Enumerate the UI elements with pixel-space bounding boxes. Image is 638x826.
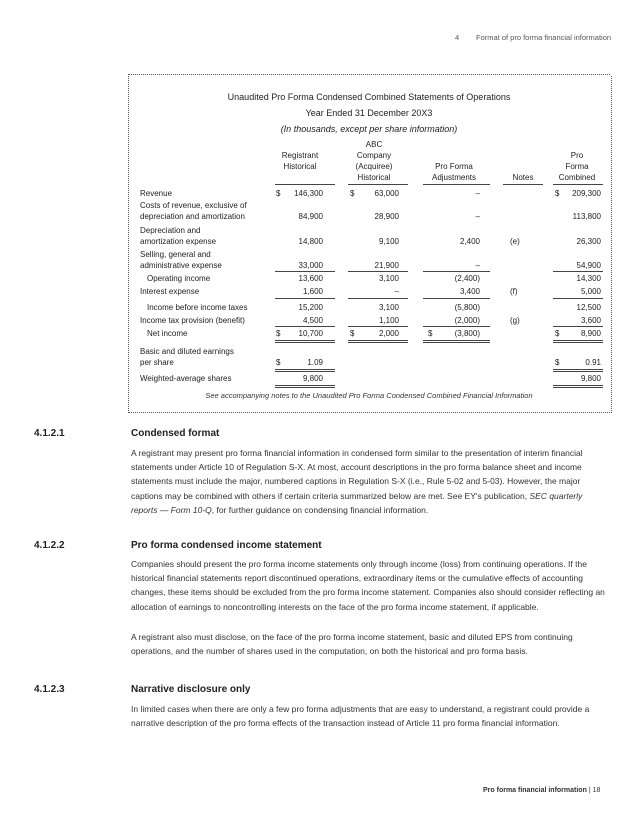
subtotal-rule xyxy=(553,326,603,327)
combined-value: 12,500 xyxy=(576,303,601,312)
col-underline xyxy=(275,184,335,185)
registrant-value: 9,800 xyxy=(302,374,323,383)
currency-symbol: $ xyxy=(350,189,355,198)
registrant-value: 13,600 xyxy=(298,274,323,283)
combined-value: 3,600 xyxy=(580,316,601,325)
currency-symbol: $ xyxy=(428,329,433,338)
statement-units: (In thousands, except per share information) xyxy=(280,124,458,134)
total-double-rule xyxy=(275,340,335,343)
combined-value: 26,300 xyxy=(576,237,601,246)
col-header-registrant: Registrant Historical xyxy=(281,151,319,171)
subtotal-rule xyxy=(275,326,335,327)
combined-value: 113,800 xyxy=(572,212,601,221)
note-reference: (e) xyxy=(510,237,520,246)
registrant-value: 14,800 xyxy=(298,237,323,246)
row-label: Operating income xyxy=(147,274,211,283)
adjustment-value: – xyxy=(475,261,480,270)
combined-value: 5,000 xyxy=(580,287,601,296)
page-number: 18 xyxy=(592,787,601,794)
col-header-notes: Notes xyxy=(512,173,534,182)
combined-value: 209,300 xyxy=(572,189,601,198)
header-section-title: Format of pro forma financial information xyxy=(476,33,612,42)
total-double-rule xyxy=(348,340,408,343)
subtotal-rule xyxy=(553,271,603,272)
col-underline xyxy=(423,184,490,185)
adjustment-value: 3,400 xyxy=(459,287,480,296)
section-title: Condensed format xyxy=(131,428,220,439)
combined-value: 14,300 xyxy=(576,274,601,283)
total-double-rule xyxy=(553,369,603,372)
acquiree-value: 1,100 xyxy=(378,316,399,325)
currency-symbol: $ xyxy=(276,329,281,338)
currency-symbol: $ xyxy=(276,358,281,367)
table-top-border xyxy=(128,74,610,75)
section-number: 4.1.2.2 xyxy=(34,540,65,551)
header-section-number: 4 xyxy=(455,33,460,42)
total-double-rule xyxy=(423,340,490,343)
adjustment-value: (3,800) xyxy=(454,329,480,338)
total-double-rule xyxy=(553,385,603,388)
registrant-value: 84,900 xyxy=(298,212,323,221)
combined-value: 54,900 xyxy=(576,261,601,270)
subtotal-rule xyxy=(348,298,408,299)
section-title: Pro forma condensed income statement xyxy=(131,540,322,551)
acquiree-value: – xyxy=(394,287,399,296)
page-footer xyxy=(483,787,600,794)
registrant-value: 15,200 xyxy=(298,303,323,312)
section-paragraph: In limited cases when there are only a few pro forma adjustments that are easy to understand, a registrant could provide a narrative description of the pro forma effects of the transaction instead of Article 11 pro forma financial information. xyxy=(131,704,590,729)
acquiree-value: 9,100 xyxy=(378,237,399,246)
subtotal-rule xyxy=(348,271,408,272)
section-number: 4.1.2.3 xyxy=(34,684,65,695)
registrant-value: 4,500 xyxy=(302,316,323,325)
adjustment-value: 2,400 xyxy=(459,237,480,246)
row-label: Depreciation and amortization expense xyxy=(140,226,217,246)
footer-separator: | xyxy=(588,787,591,794)
col-underline xyxy=(503,184,543,185)
registrant-value: 33,000 xyxy=(298,261,323,270)
total-double-rule xyxy=(275,369,335,372)
row-label: Basic and diluted earnings per share xyxy=(140,347,234,367)
row-label: Income tax provision (benefit) xyxy=(140,316,245,325)
registrant-value: 10,700 xyxy=(298,329,323,338)
row-label: Interest expense xyxy=(140,287,200,296)
row-label: Income before income taxes xyxy=(147,303,248,312)
adjustment-value: – xyxy=(475,212,480,221)
row-label: Costs of revenue, exclusive of depreciation and amortization xyxy=(140,201,247,221)
subtotal-rule xyxy=(423,271,490,272)
subtotal-rule xyxy=(423,298,490,299)
currency-symbol: $ xyxy=(555,189,560,198)
acquiree-value: 3,100 xyxy=(378,303,399,312)
note-reference: (g) xyxy=(510,316,520,325)
acquiree-value: 28,900 xyxy=(374,212,399,221)
acquiree-value: 21,900 xyxy=(374,261,399,270)
col-header-acquiree: ABC Company (Acquiree) Historical xyxy=(355,140,393,182)
adjustment-value: (2,000) xyxy=(454,316,480,325)
total-double-rule xyxy=(275,385,335,388)
subtotal-rule xyxy=(348,326,408,327)
row-label: Revenue xyxy=(140,189,173,198)
subtotal-rule xyxy=(553,298,603,299)
total-double-rule xyxy=(553,340,603,343)
statement-period: Year Ended 31 December 20X3 xyxy=(305,108,433,118)
subtotal-rule xyxy=(275,298,335,299)
acquiree-value: 3,100 xyxy=(378,274,399,283)
col-header-adjustments: Pro Forma Adjustments xyxy=(431,162,477,182)
col-underline xyxy=(348,184,408,185)
currency-symbol: $ xyxy=(350,329,355,338)
footer-title: Pro forma financial information xyxy=(483,787,587,794)
currency-symbol: $ xyxy=(555,329,560,338)
adjustment-value: (5,800) xyxy=(454,303,480,312)
statement-footnote: See accompanying notes to the Unaudited Pro Forma Condensed Combined Financial Information xyxy=(205,391,533,400)
registrant-value: 146,300 xyxy=(294,189,323,198)
subtotal-rule xyxy=(423,326,490,327)
subtotal-rule xyxy=(275,271,335,272)
currency-symbol: $ xyxy=(555,358,560,367)
currency-symbol: $ xyxy=(276,189,281,198)
combined-value: 0.91 xyxy=(585,358,601,367)
row-label: Net income xyxy=(147,329,188,338)
acquiree-value: 2,000 xyxy=(378,329,399,338)
section-paragraph: Companies should present the pro forma income statements only through income (loss) from continuing operations. If the historical financial statements report discontinued operations, extraordinary items or the cumulative effects of accounting changes, these items should be excluded from the pro forma income statement. Companies also should consider reflecting an allocation of earnings to noncontrolling interests on the face of the pro forma income statement, if applicable. xyxy=(131,559,605,612)
registrant-value: 1.09 xyxy=(307,358,323,367)
note-reference: (f) xyxy=(510,287,518,296)
adjustment-value: – xyxy=(475,189,480,198)
section-title: Narrative disclosure only xyxy=(131,684,251,695)
adjustment-value: (2,400) xyxy=(454,274,480,283)
row-label: Weighted-average shares xyxy=(140,374,232,383)
acquiree-value: 63,000 xyxy=(374,189,399,198)
section-paragraph: A registrant may present pro forma financial information in condensed form similar to the presentation of interim financial statements under Article 10 of Regulation S-X. At most, account descriptions in the pro forma balance sheet and income statements must include the major, numbered captions in Regulation S-X (i.e., Rule 5-02 and 5-03). However, the major captions may be combined with others if certain criteria summarized below are met. See EY's publication, SEC quarterly reports — Form 10-Q, for further guidance on condensing financial information. xyxy=(131,448,583,515)
registrant-value: 1,600 xyxy=(302,287,323,296)
statement-title: Unaudited Pro Forma Condensed Combined Statements of Operations xyxy=(227,92,511,102)
col-header-combined: Pro Forma Combined xyxy=(558,151,596,182)
combined-value: 8,900 xyxy=(580,329,601,338)
row-label: Selling, general and administrative expense xyxy=(140,250,222,270)
combined-value: 9,800 xyxy=(580,374,601,383)
col-underline xyxy=(553,184,603,185)
section-number: 4.1.2.1 xyxy=(34,428,65,439)
section-paragraph: A registrant also must disclose, on the face of the pro forma income statement, basic and diluted EPS from continuing operations, and the number of shares used in the computation, on both the historical and pro forma basis. xyxy=(131,632,573,657)
